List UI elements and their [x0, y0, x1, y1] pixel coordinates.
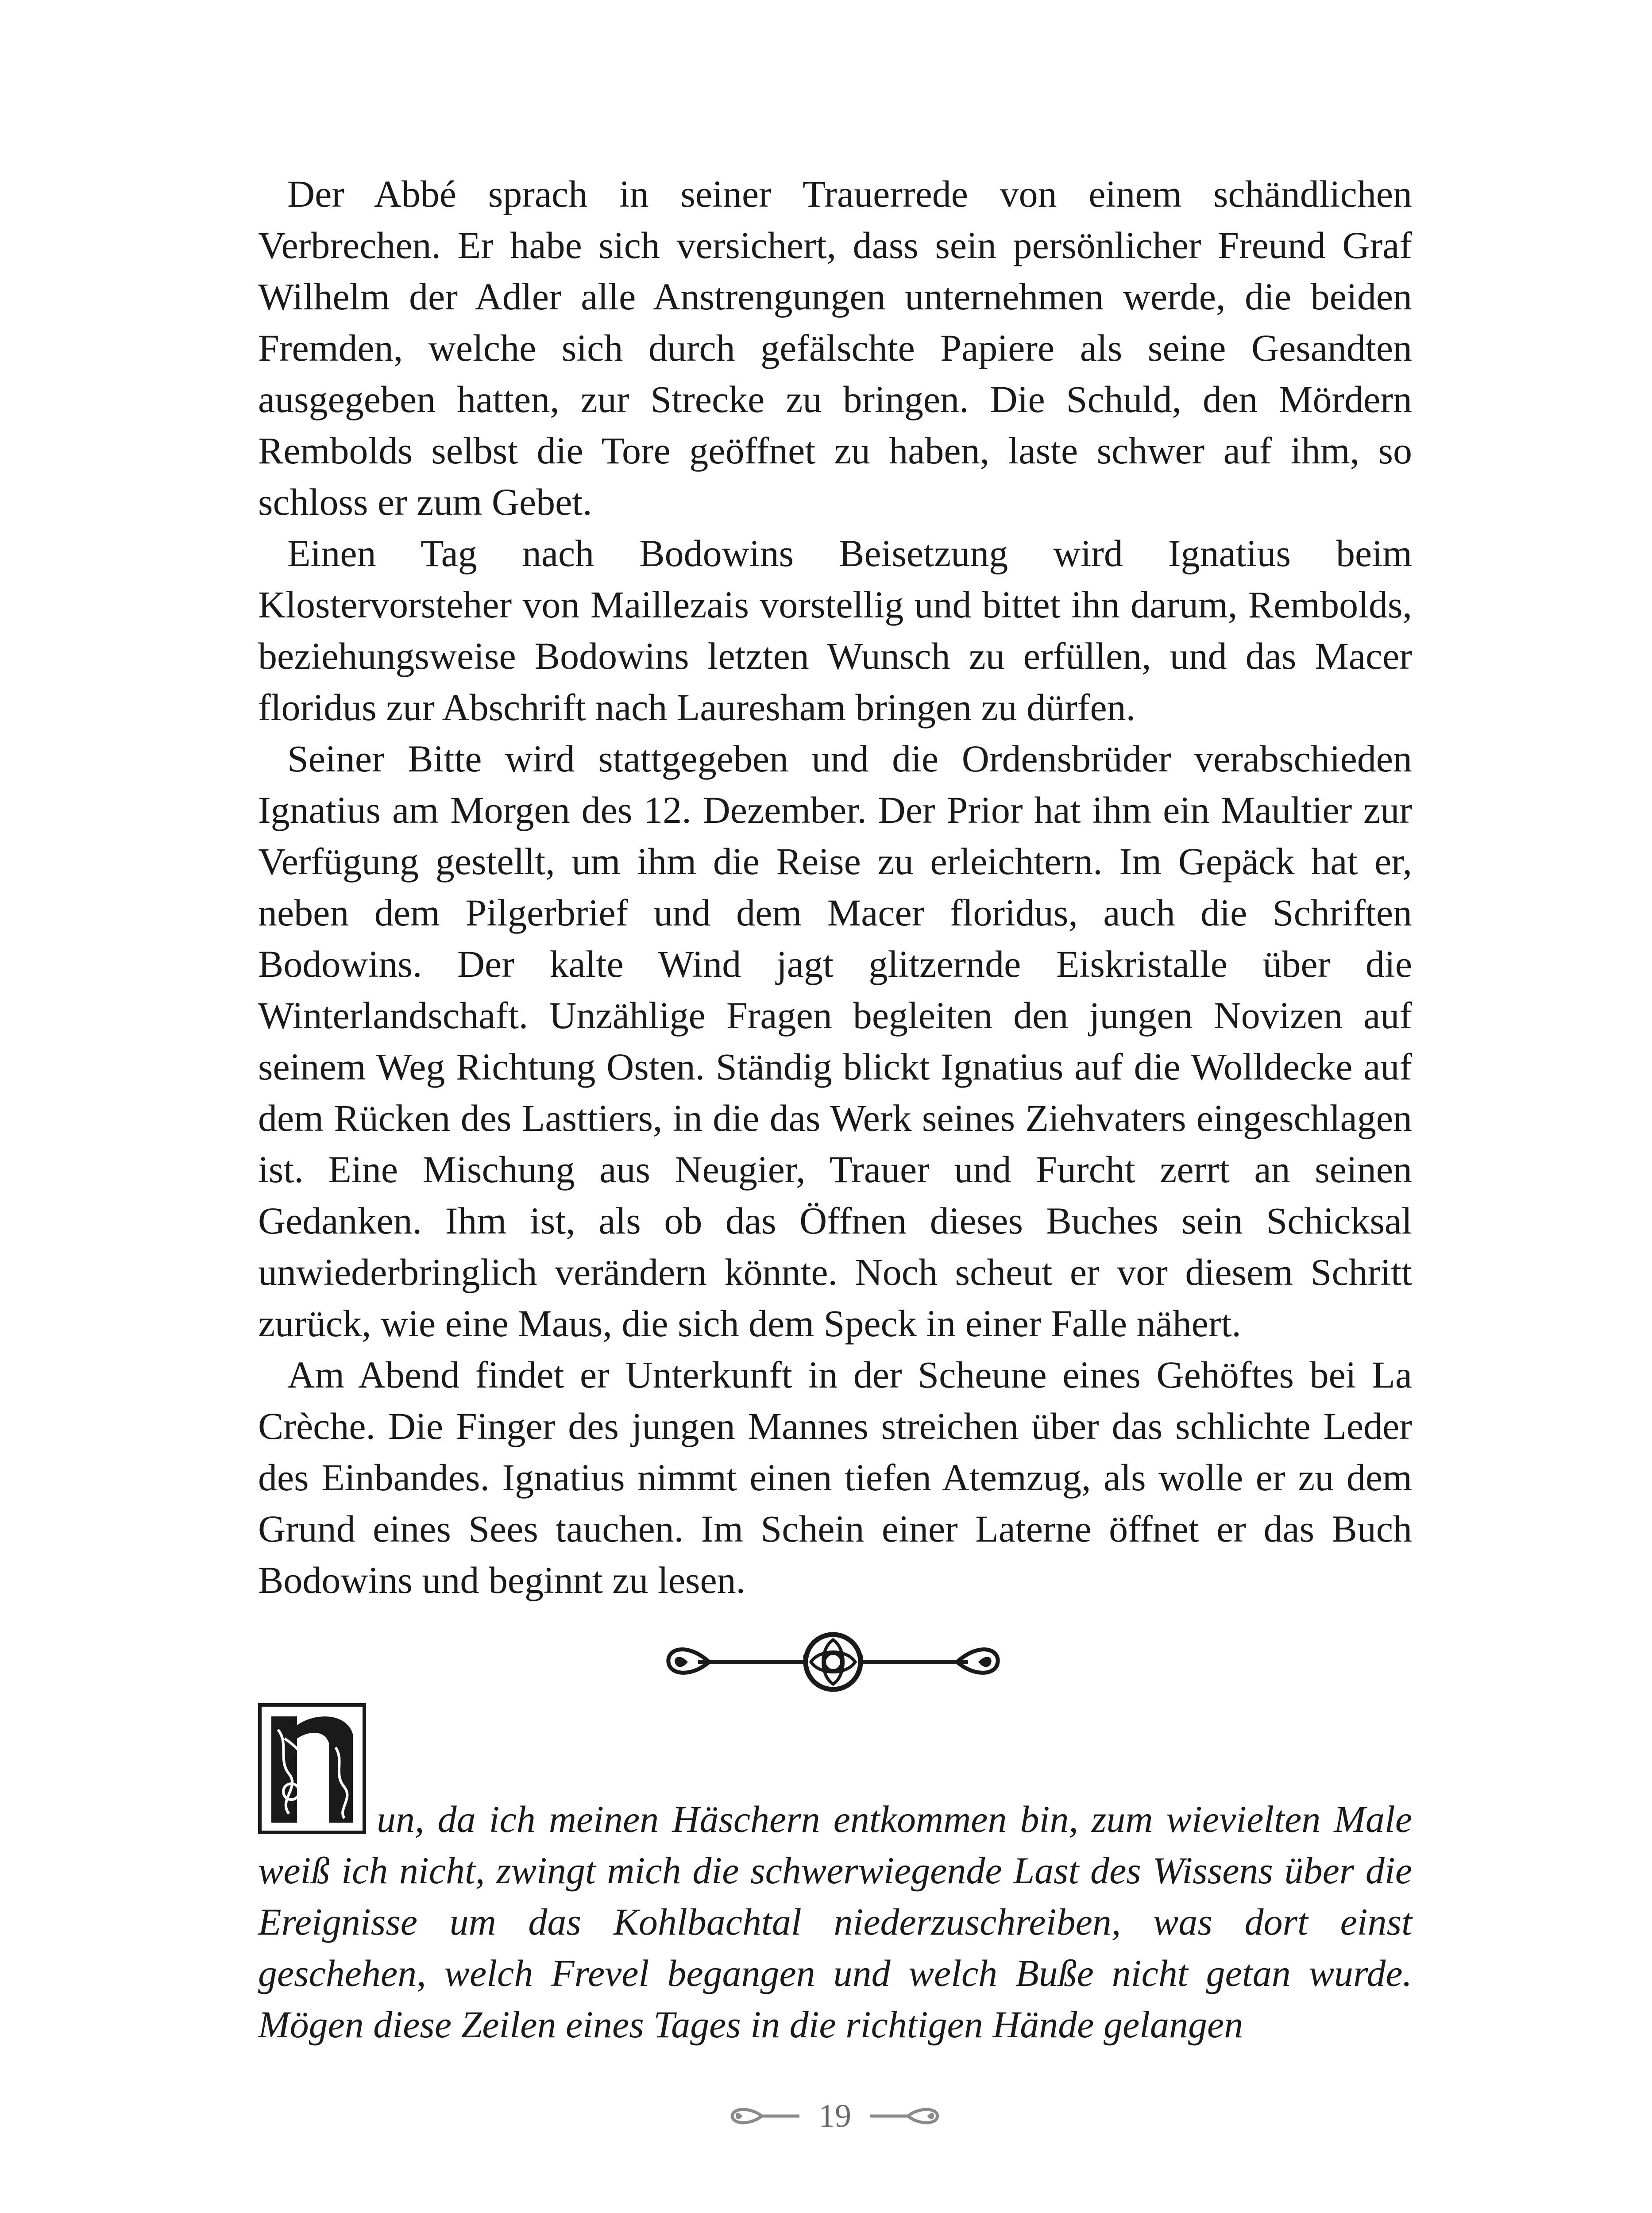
page-footer — [724, 2087, 946, 2145]
manuscript-text — [258, 1793, 1412, 2050]
paragraph: Am Abend findet er Unterkunft in der Scheune eines Gehöftes bei La Crèche. Die Finger des jungen Mannes streichen über das schlichte Leder des Einbandes. Ignatius nimmt einen tiefen Atemzug, als wolle er zu dem Grund eines Sees tauchen. Im Schein einer Laterne öffnet er das Buch Bodowins und beginnt zu lesen. — [258, 1353, 1412, 1601]
paragraph: Der Abbé sprach in seiner Trauerrede von einem schändlichen Verbrechen. Er habe sich versichert, dass sein persönlicher Freund Graf Wilhelm der Adler alle Anstrengungen unternehmen werde, die beiden Fremden, welche sich durch gefälschte Papiere als seine Gesandten ausgegeben hatten, zur Strecke zu bringen. Die Schuld, den Mördern Rembolds selbst die Tore geöffnet zu haben, laste schwer auf ihm, so schloss er zum Gebet. — [258, 173, 1412, 523]
narrative-text — [258, 168, 1412, 1606]
initial-space — [258, 1793, 377, 1845]
manuscript-paragraph: un, da ich meinen Häschern entkommen bin, zum wievielten Male weiß ich nicht, zwingt mich die schwerwiegende Last des Wissens über die Ereignisse um das Kohlbachtal niederzuschreiben, was dort einst geschehen, welch Frevel begangen und welch Buße nicht getan wurde. Mögen diese Zeilen eines Tages in die richtigen Hände gelangen — [258, 1798, 1412, 2046]
page-number: 19 — [818, 2098, 851, 2134]
paragraph: Einen Tag nach Bodowins Beisetzung wird Ignatius beim Klostervorsteher von Maillezais vorstellig und bittet ihn darum, Rembolds, beziehungsweise Bodowins letzten Wunsch zu erfüllen, und das Macer floridus zur Abschrift nach Lauresham bringen zu dürfen. — [258, 532, 1412, 729]
paragraph: Seiner Bitte wird stattgegeben und die Ordensbrüder verabschieden Ignatius am Morgen des 12. Dezember. Der Prior hat ihm ein Maultier zur Verfügung gestellt, um ihm die Reise zu erleichtern. Im Gepäck hat er, neben dem Pilgerbrief und dem Macer floridus, auch die Schriften Bodowins. Der kalte Wind jagt glitzernde Eiskristalle über die Winterlandschaft. Unzählige Fragen begleiten den jungen Novizen auf seinem Weg Richtung Osten. Ständig blickt Ignatius auf die Wolldecke auf dem Rücken des Lasttiers, in die das Werk seines Ziehvaters eingeschlagen ist. Eine Mischung aus Neugier, Trauer und Furcht zerrt an seinen Gedanken. Ihm ist, als ob das Öffnen dieses Buches sein Schicksal unwiederbringlich verändern könnte. Noch scheut er vor diesem Schritt zurück, wie eine Maus, die sich dem Speck in einer Falle nähert. — [258, 737, 1412, 1345]
scroll-ornament-divider-icon — [656, 1624, 1010, 1700]
